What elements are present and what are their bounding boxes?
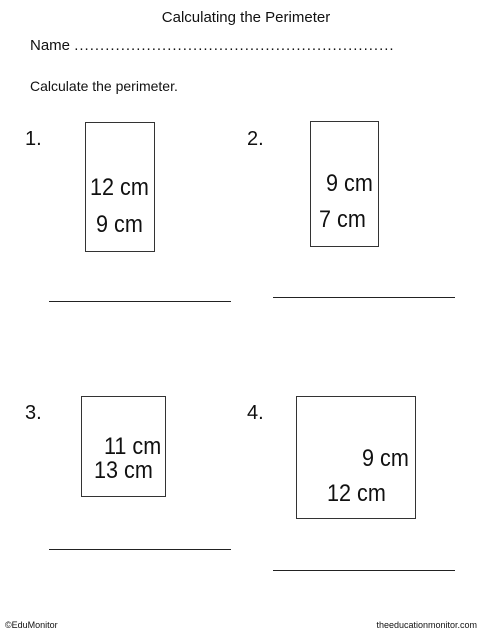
problem-3-number: 3.	[25, 402, 42, 424]
worksheet-title: Calculating the Perimeter	[161, 9, 331, 26]
name-dots: ..............................................................	[74, 37, 395, 54]
name-label: Name	[30, 37, 71, 54]
problem-4-answer-line	[273, 570, 455, 571]
problem-1-rectangle	[85, 122, 155, 252]
problem-2-rectangle	[310, 121, 379, 247]
problem-4-length: 9 cm	[362, 445, 409, 472]
problem-1-number: 1.	[25, 128, 42, 150]
problem-2-length: 9 cm	[326, 170, 373, 197]
problem-2-answer-line	[273, 297, 455, 298]
footer-website: theeducationmonitor.com	[376, 620, 477, 630]
problem-2-number: 2.	[247, 128, 264, 150]
instruction-text: Calculate the perimeter.	[30, 78, 178, 94]
problem-4-number: 4.	[247, 402, 264, 424]
problem-1-answer-line	[49, 301, 231, 302]
problem-4-rectangle	[296, 396, 416, 519]
problem-4-width: 12 cm	[327, 480, 386, 507]
name-line	[30, 37, 395, 54]
problem-3-width: 13 cm	[94, 457, 153, 484]
footer-copyright: ©EduMonitor	[5, 620, 58, 630]
problem-3-rectangle	[81, 396, 166, 497]
problem-3-answer-line	[49, 549, 231, 550]
problem-1-width: 9 cm	[96, 211, 143, 238]
problem-3-length: 11 cm	[104, 433, 162, 460]
problem-2-width: 7 cm	[319, 206, 366, 233]
problem-1-length: 12 cm	[90, 174, 149, 201]
